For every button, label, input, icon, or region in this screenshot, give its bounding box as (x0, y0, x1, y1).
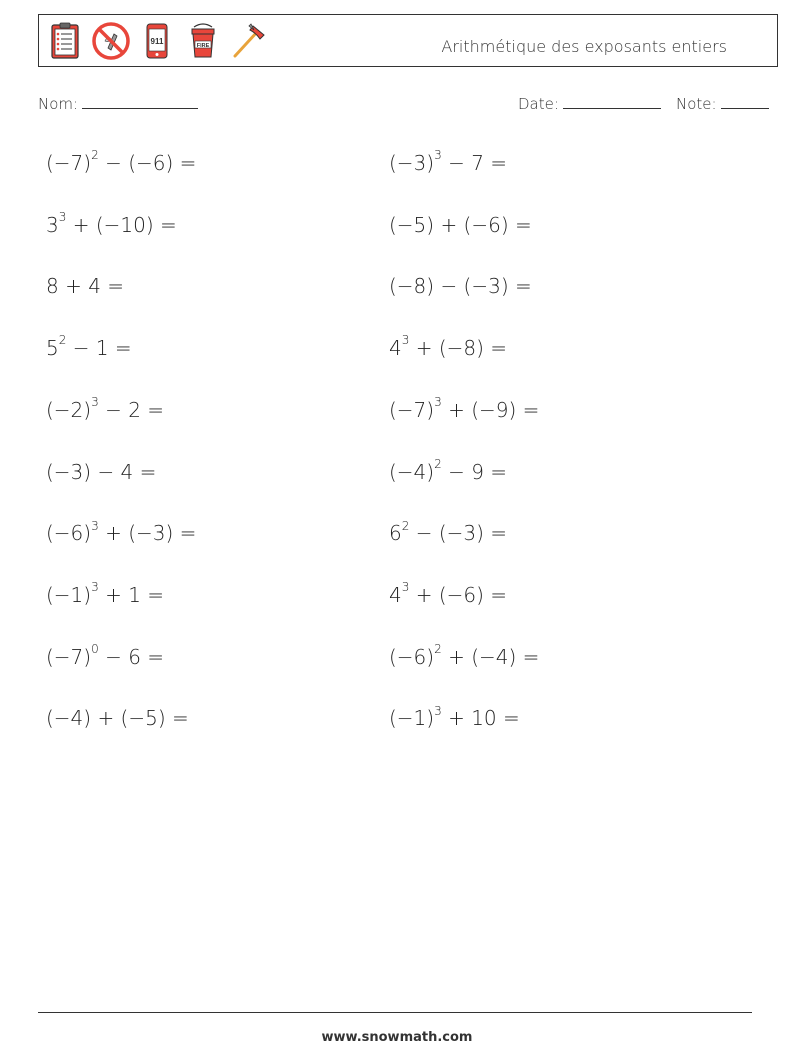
problem-base: (−5) + (−6) = (389, 212, 532, 237)
problem-base: (−3) (389, 151, 435, 175)
fire-axe-icon (229, 21, 269, 61)
problem-base: (−3) − 4 = (46, 459, 157, 484)
no-fire-sign-icon (91, 21, 131, 61)
problem-base: (−7) (46, 644, 92, 669)
problem-base: 6 (389, 521, 402, 546)
problem-right-1 (389, 148, 508, 175)
problem-base: (−1) (46, 582, 92, 607)
problem-base: (−1) (389, 706, 435, 731)
problem-right-5 (389, 395, 540, 422)
problem-right-9 (389, 641, 540, 669)
problem-exponent: 2 (91, 148, 99, 163)
problem-left-3 (46, 274, 124, 298)
problem-rest: − (−3) = (409, 521, 508, 546)
problem-exponent: 2 (401, 518, 410, 533)
problem-rest: + (−4) = (441, 644, 540, 669)
problem-left-6 (46, 460, 156, 484)
clipboard-checklist-icon (45, 21, 85, 61)
worksheet-header (38, 14, 778, 67)
problem-rest: + (−9) = (441, 397, 540, 422)
problem-exponent: 2 (434, 456, 442, 471)
footer-url: www.snowmath.com (321, 1030, 473, 1045)
problem-right-2 (389, 213, 532, 237)
problem-base: 8 + 4 = (46, 274, 125, 299)
problem-exponent: 3 (434, 148, 442, 163)
problem-rest: − 6 = (98, 644, 165, 669)
grade-blank[interactable] (721, 94, 769, 109)
problem-base: 5 (46, 336, 59, 361)
problem-base: (−6) (46, 521, 92, 546)
problem-rest: − 7 = (441, 151, 508, 175)
date-field (518, 94, 661, 113)
name-label: Nom: (38, 95, 79, 113)
problem-rest: − 9 = (441, 459, 508, 484)
problem-exponent: 3 (434, 395, 442, 410)
problem-right-6 (389, 456, 508, 484)
problem-rest: + (−10) = (66, 212, 177, 237)
problem-base: (−6) (389, 644, 435, 669)
problem-exponent: 3 (91, 395, 99, 410)
problem-right-3 (389, 274, 532, 298)
problem-exponent: 3 (401, 580, 410, 595)
problem-exponent: 2 (58, 333, 67, 348)
problem-exponent: 3 (58, 210, 67, 225)
problem-base: 4 (389, 582, 402, 607)
problem-exponent: 3 (91, 518, 99, 533)
problem-right-10 (389, 703, 520, 731)
problem-left-7 (46, 518, 197, 546)
problem-exponent: 3 (91, 580, 99, 595)
fire-bucket-text: FIRE (196, 43, 210, 49)
problem-base: (−7) (389, 397, 435, 422)
phone-911-icon (137, 21, 177, 61)
problem-right-4 (389, 333, 508, 361)
problem-rest: + (−6) = (409, 582, 508, 607)
problem-rest: + (−8) = (409, 336, 508, 361)
problem-base: (−2) (46, 397, 92, 422)
problem-exponent: 2 (434, 641, 442, 656)
problem-rest: − (−6) = (98, 151, 197, 175)
grade-label: Note: (676, 95, 717, 113)
header-icons (45, 19, 269, 63)
problem-right-8 (389, 580, 508, 607)
problem-rest: + 10 = (441, 706, 520, 731)
fire-bucket-icon (183, 21, 223, 61)
problem-left-9 (46, 641, 165, 669)
footer-divider (38, 1012, 752, 1013)
problem-left-1 (46, 148, 197, 175)
problem-base: 3 (46, 212, 59, 237)
problem-rest: + 1 = (98, 582, 165, 607)
worksheet-title: Arithmétique des exposants entiers (441, 37, 727, 56)
problem-rest: − 2 = (98, 397, 165, 422)
problem-rest: + (−3) = (98, 521, 197, 546)
name-blank[interactable] (82, 94, 198, 109)
problem-base: (−4) + (−5) = (46, 706, 189, 731)
problem-left-8 (46, 580, 165, 607)
problem-left-2 (46, 210, 177, 237)
grade-field (676, 94, 769, 113)
problem-base: (−8) − (−3) = (389, 274, 532, 299)
phone-911-text: 911 (150, 37, 164, 46)
problem-base: 4 (389, 336, 402, 361)
date-blank[interactable] (563, 94, 661, 109)
problem-base: (−4) (389, 459, 435, 484)
name-field (38, 94, 198, 113)
problem-exponent: 3 (434, 703, 442, 718)
problem-exponent: 3 (401, 333, 410, 348)
problem-base: (−7) (46, 151, 92, 175)
problem-rest: − 1 = (66, 336, 132, 361)
problem-left-10 (46, 706, 189, 730)
problem-exponent: 0 (91, 641, 99, 656)
problem-right-7 (389, 518, 508, 546)
problem-left-5 (46, 395, 165, 422)
date-label: Date: (518, 95, 559, 113)
problem-left-4 (46, 333, 132, 361)
